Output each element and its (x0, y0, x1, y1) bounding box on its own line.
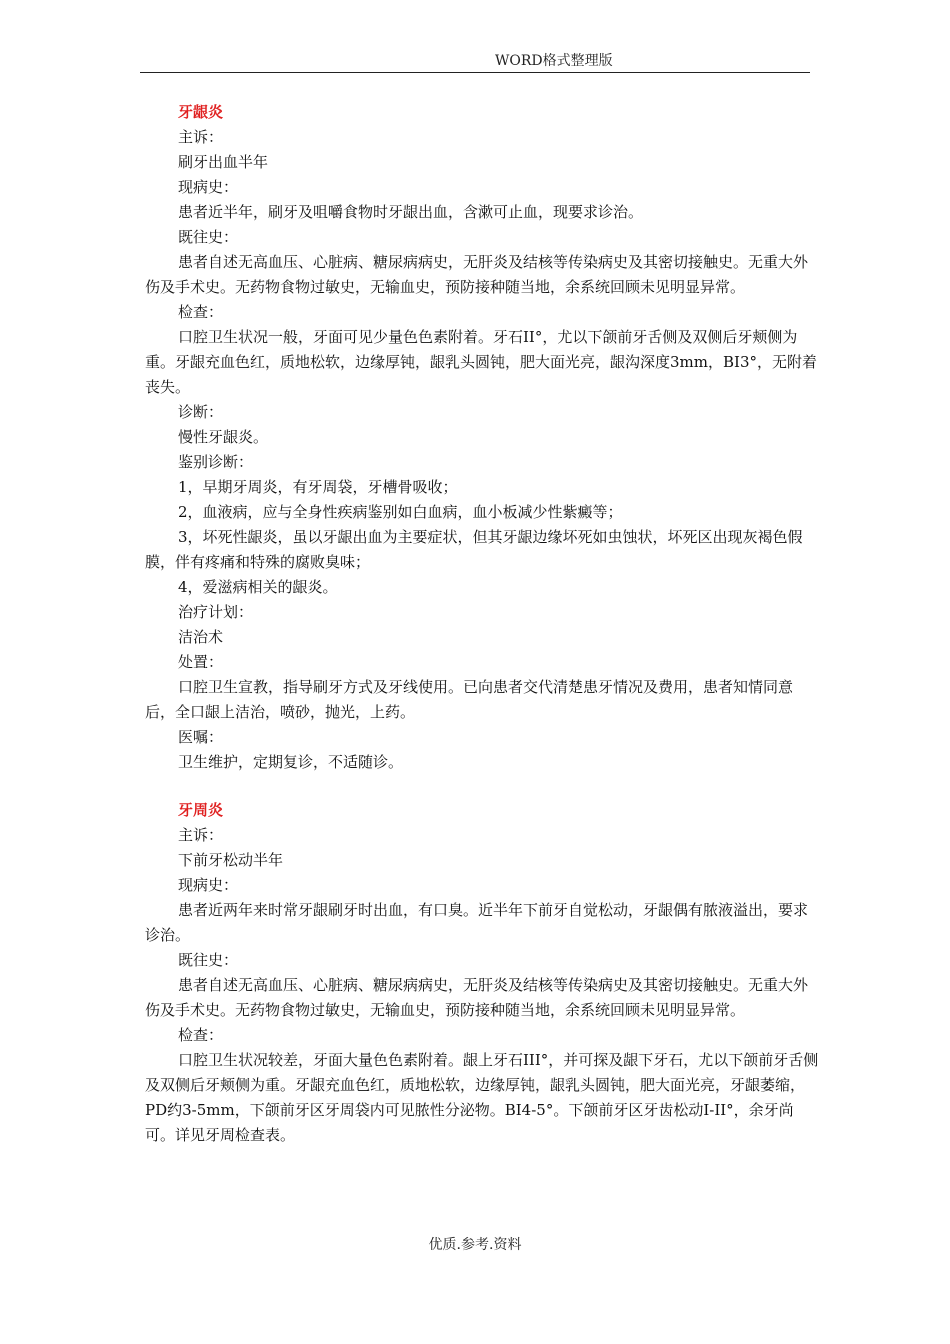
text-differential-2: 2，血液病，应与全身性疾病鉴别如白血病，血小板减少性紫癜等； (178, 503, 623, 521)
label-differential-diagnosis: 鉴别诊断： (178, 453, 254, 471)
section-title-periodontitis: 牙周炎 (178, 801, 224, 819)
label-present-illness: 现病史： (178, 178, 239, 196)
label-advice: 医嘱： (178, 728, 224, 746)
text-advice: 卫生维护，定期复诊，不适随诊。 (178, 753, 404, 771)
label-diagnosis: 诊断： (178, 403, 224, 421)
text-present-illness: 患者近半年，刷牙及咀嚼食物时牙龈出血，含漱可止血，现要求诊治。 (178, 203, 644, 221)
label-chief-complaint: 主诉： (178, 826, 224, 844)
text-past-history: 患者自述无高血压、心脏病、糖尿病病史，无肝炎及结核等传染病史及其密切接触史。无重大外伤及手术史。无药物食物过敏史，无输血史，预防接种随当地，余系统回顾未见明显异常。 (145, 976, 809, 1019)
document-body (145, 100, 821, 1148)
text-differential-3: 3，坏死性龈炎，虽以牙龈出血为主要症状，但其牙龈边缘坏死如虫蚀状，坏死区出现灰褐色假膜，伴有疼痛和特殊的腐败臭味； (145, 528, 803, 571)
page-footer: 优质.参考.资料 (428, 1237, 522, 1253)
text-chief-complaint: 刷牙出血半年 (178, 153, 269, 171)
label-past-history: 既往史： (178, 228, 239, 246)
text-diagnosis: 慢性牙龈炎。 (178, 428, 269, 446)
label-examination: 检查： (178, 303, 224, 321)
label-treatment-plan: 治疗计划： (178, 603, 254, 621)
label-present-illness: 现病史： (178, 876, 239, 894)
text-examination: 口腔卫生状况一般，牙面可见少量色色素附着。牙石II°，尤以下颌前牙舌侧及双侧后牙颊侧为重。牙龈充血色红，质地松软，边缘厚钝，龈乳头圆钝，肥大面光亮，龈沟深度3mm，BI3°，无附着丧失。 (145, 328, 817, 396)
text-differential-4: 4，爱滋病相关的龈炎。 (178, 578, 338, 596)
text-past-history: 患者自述无高血压、心脏病、糖尿病病史，无肝炎及结核等传染病史及其密切接触史。无重大外伤及手术史。无药物食物过敏史，无输血史，预防接种随当地，余系统回顾未见明显异常。 (145, 253, 809, 296)
text-examination: 口腔卫生状况较差，牙面大量色色素附着。龈上牙石III°，并可探及龈下牙石，尤以下颌前牙舌侧及双侧后牙颊侧为重。牙龈充血色红，质地松软，边缘厚钝，龈乳头圆钝，肥大面光亮，牙龈萎缩，PD约3-5mm，下颌前牙区牙周袋内可见脓性分泌物。BI4-5°。下颌前牙区牙齿松动I-II°，余牙尚可。详见牙周检查表。 (145, 1051, 819, 1144)
section-spacer (145, 775, 821, 798)
text-differential-1: 1，早期牙周炎，有牙周袋，牙槽骨吸收； (178, 478, 458, 496)
label-chief-complaint: 主诉： (178, 128, 224, 146)
label-procedure: 处置： (178, 653, 224, 671)
label-past-history: 既往史： (178, 951, 239, 969)
page-header (140, 52, 810, 73)
text-present-illness: 患者近两年来时常牙龈刷牙时出血，有口臭。近半年下前牙自觉松动，牙龈偶有脓液溢出，要求诊治。 (145, 901, 809, 944)
header-text: WORD格式整理版 (495, 53, 613, 69)
text-chief-complaint: 下前牙松动半年 (178, 851, 284, 869)
section-title-gingivitis: 牙龈炎 (178, 103, 224, 121)
label-examination: 检查： (178, 1026, 224, 1044)
text-treatment-plan: 洁治术 (178, 628, 224, 646)
text-procedure: 口腔卫生宣教，指导刷牙方式及牙线使用。已向患者交代清楚患牙情况及费用，患者知情同意后，全口龈上洁治，喷砂，抛光，上药。 (145, 678, 794, 721)
